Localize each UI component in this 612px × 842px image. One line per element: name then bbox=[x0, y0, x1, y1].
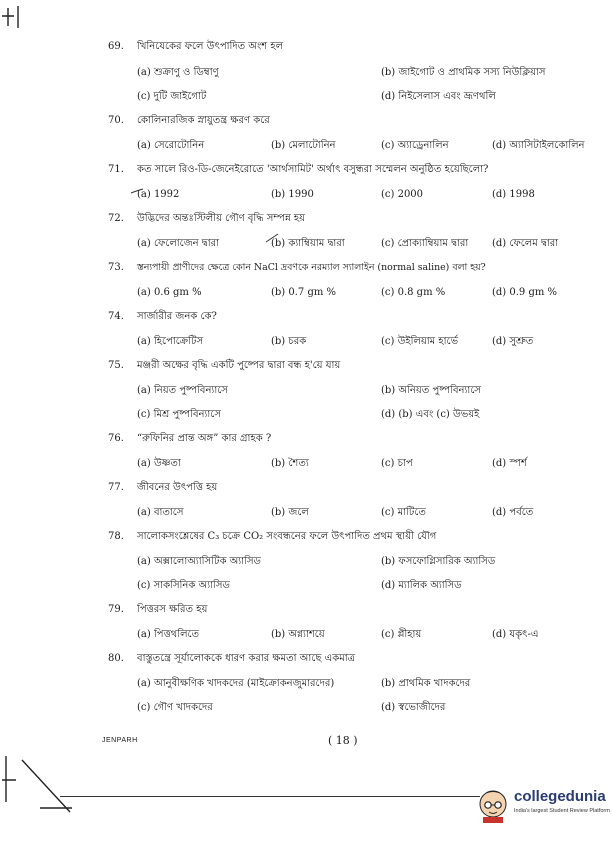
option-78a[interactable]: (a) অক্সালোঅ্যাসিটিক অ্যাসিড bbox=[137, 556, 261, 567]
option-70c[interactable]: (c) অ্যাড্রেনালিন bbox=[381, 140, 449, 151]
question-number: 75. bbox=[108, 360, 124, 371]
logo-tagline: India's largest Student Review Platform bbox=[514, 808, 610, 814]
option-78c[interactable]: (c) সাকসিনিক অ্যাসিড bbox=[137, 580, 230, 591]
question-number: 77. bbox=[108, 482, 124, 493]
question-text: কোলিনারজিক স্নায়ুতন্ত্র ক্ষরণ করে bbox=[137, 115, 270, 126]
question-text: স্তন্যপায়ী প্রাণীদের ক্ষেত্রে কোন NaCl দ্রবণকে নরম্যাল স্যালাইন (normal saline) বলা হয়? bbox=[137, 262, 486, 273]
question-text: সার্জারীর জনক কে? bbox=[137, 311, 217, 322]
student-mascot-icon bbox=[474, 784, 512, 824]
option-80c[interactable]: (c) গৌণ খাদকদের bbox=[137, 702, 213, 713]
option-72d[interactable]: (d) ফেলেম দ্বারা bbox=[492, 238, 559, 249]
option-70b[interactable]: (b) মেলাটোনিন bbox=[271, 140, 336, 151]
option-70d[interactable]: (d) অ্যাসিটাইলকোলিন bbox=[492, 140, 585, 151]
option-71b[interactable]: (b) 1990 bbox=[271, 189, 314, 200]
option-74b[interactable]: (b) চরক bbox=[271, 336, 307, 347]
option-76a[interactable]: (a) উষ্ণতা bbox=[137, 458, 181, 469]
question-number: 73. bbox=[108, 262, 124, 273]
option-77c[interactable]: (c) মাটিতে bbox=[381, 507, 426, 518]
option-80b[interactable]: (b) প্রাথমিক খাদকদের bbox=[381, 678, 471, 689]
answer-tick-mark bbox=[265, 232, 279, 246]
collegedunia-logo[interactable] bbox=[470, 782, 610, 826]
question-number: 78. bbox=[108, 531, 124, 542]
page-number: ( 18 ) bbox=[328, 734, 358, 747]
question-number: 70. bbox=[108, 115, 124, 126]
corner-mark bbox=[0, 0, 30, 30]
option-72b[interactable]: (b) ক্যাম্বিয়াম দ্বারা bbox=[271, 238, 345, 249]
option-79c[interactable]: (c) প্লীহায় bbox=[381, 629, 422, 640]
option-69b[interactable]: (b) জাইগোট ও প্রাথমিক সস্য নিউক্লিয়াস bbox=[381, 67, 546, 78]
question-text: মঞ্জরী অক্ষের বৃদ্ধি একটি পুষ্পের দ্বারা বন্ধ হ'য়ে যায় bbox=[137, 360, 341, 371]
exam-code: JENPARH bbox=[102, 737, 138, 744]
option-75a[interactable]: (a) নিয়ত পুষ্পবিন্যাসে bbox=[137, 385, 228, 396]
option-78b[interactable]: (b) ফসফোগ্লিসারিক অ্যাসিড bbox=[381, 556, 496, 567]
logo-name: collegedunia bbox=[514, 788, 606, 805]
option-69a[interactable]: (a) শুক্রাণু ও ডিম্বাণু bbox=[137, 67, 219, 78]
option-73d[interactable]: (d) 0.9 gm % bbox=[492, 287, 558, 298]
option-71d[interactable]: (d) 1998 bbox=[492, 189, 535, 200]
question-text: “রুফিনির প্রান্ত অঙ্গ” কার গ্রাহক ? bbox=[137, 433, 272, 444]
option-74c[interactable]: (c) উইলিয়াম হার্ভে bbox=[381, 336, 459, 347]
option-80d[interactable]: (d) স্বভোজীদের bbox=[381, 702, 446, 713]
option-79b[interactable]: (b) অগ্ন্যাশয়ে bbox=[271, 629, 325, 640]
option-69c[interactable]: (c) দুটি জাইগোট bbox=[137, 91, 207, 102]
option-73a[interactable]: (a) 0.6 gm % bbox=[137, 287, 202, 298]
handwritten-scribble bbox=[0, 752, 80, 822]
option-76b[interactable]: (b) শৈত্য bbox=[271, 458, 309, 469]
question-number: 69. bbox=[108, 41, 124, 52]
option-77d[interactable]: (d) পর্বতে bbox=[492, 507, 534, 518]
option-80a[interactable]: (a) আনুবীক্ষণিক খাদকদের (মাইক্রোকনজুমারদের) bbox=[137, 678, 335, 689]
option-75b[interactable]: (b) অনিয়ত পুষ্পবিন্যাসে bbox=[381, 385, 481, 396]
bottom-rule bbox=[60, 796, 480, 797]
option-74d[interactable]: (d) সুশ্রুত bbox=[492, 336, 534, 347]
option-72a[interactable]: (a) ফেলোজেন দ্বারা bbox=[137, 238, 220, 249]
question-text: বাস্তুতন্ত্রে সূর্যালোককে ধারণ করার ক্ষমতা আছে একমাত্র bbox=[137, 653, 355, 664]
question-text: জীবনের উৎপত্তি হয় bbox=[137, 482, 218, 493]
option-78d[interactable]: (d) ম্যালিক অ্যাসিড bbox=[381, 580, 462, 591]
option-73b[interactable]: (b) 0.7 gm % bbox=[271, 287, 337, 298]
option-77b[interactable]: (b) জলে bbox=[271, 507, 309, 518]
question-text: সালোকসংশ্লেষের C₃ চক্রে CO₂ সংবন্ধনের ফলে উৎপাদিত প্রথম স্থায়ী যৌগ bbox=[137, 531, 437, 542]
option-77a[interactable]: (a) বাতাসে bbox=[137, 507, 184, 518]
question-number: 76. bbox=[108, 433, 124, 444]
question-text: পিত্তরস ক্ষরিত হয় bbox=[137, 604, 208, 615]
question-text: কত সালে রিও-ডি-জেনেইরোতে 'আর্থসামিট' অর্থাৎ বসুন্ধরা সম্মেলন অনুষ্ঠিত হয়েছিলো? bbox=[137, 164, 489, 175]
option-71a[interactable]: (a) 1992 bbox=[137, 189, 180, 200]
question-number: 74. bbox=[108, 311, 124, 322]
option-76c[interactable]: (c) চাপ bbox=[381, 458, 413, 469]
option-72c[interactable]: (c) প্রোক্যাম্বিয়াম দ্বারা bbox=[381, 238, 469, 249]
question-number: 80. bbox=[108, 653, 124, 664]
option-69d[interactable]: (d) নিইসেলাস এবং ভ্রূণথলি bbox=[381, 91, 496, 102]
option-79d[interactable]: (d) যকৃৎ-এ bbox=[492, 629, 539, 640]
option-74a[interactable]: (a) হিপোক্রেটিস bbox=[137, 336, 204, 347]
option-75c[interactable]: (c) মিশ্র পুষ্পবিন্যাসে bbox=[137, 409, 221, 420]
option-73c[interactable]: (c) 0.8 gm % bbox=[381, 287, 446, 298]
question-number: 72. bbox=[108, 213, 124, 224]
question-number: 71. bbox=[108, 164, 124, 175]
answer-tick-mark bbox=[130, 185, 144, 199]
option-75d[interactable]: (d) (b) এবং (c) উভয়ই bbox=[381, 409, 480, 420]
option-70a[interactable]: (a) সেরোটোনিন bbox=[137, 140, 205, 151]
option-76d[interactable]: (d) স্পর্শ bbox=[492, 458, 527, 469]
question-text: উদ্ভিদের অন্তঃস্টিলীয় গৌণ বৃদ্ধি সম্পন্ন হয় bbox=[137, 213, 306, 224]
option-79a[interactable]: (a) পিত্তথলিতে bbox=[137, 629, 200, 640]
question-text: খিনিযেকের ফলে উৎপাদিত অংশ হল bbox=[137, 41, 284, 52]
question-number: 79. bbox=[108, 604, 124, 615]
option-71c[interactable]: (c) 2000 bbox=[381, 189, 424, 200]
